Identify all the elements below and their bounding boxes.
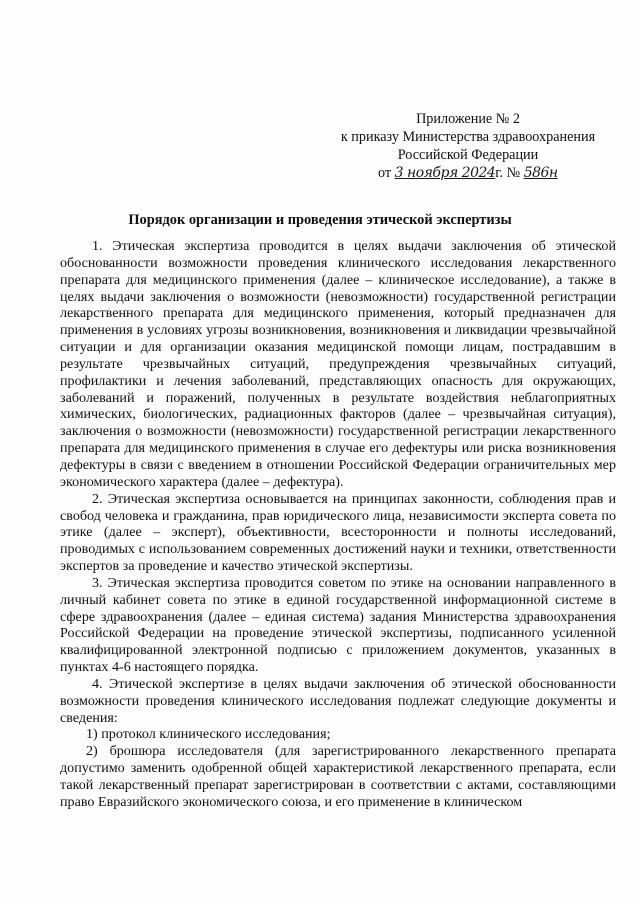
paragraph-2: 2. Этическая экспертиза основывается на принципах законности, соблюдения прав и свобод человека и гражданина, прав юридического лица, независимости эксперта совета по этике (далее – эксперт), объективности, всесторонности и полноты исследований, проводимых с использованием современных достижений науки и техники, ответственности экспертов за проведение и качество этической экспертизы. (60, 490, 616, 575)
date-prefix: от (378, 165, 392, 181)
date-number-label: г. № (495, 165, 521, 181)
document-title: Порядок организации и проведения этической экспертизы (128, 212, 512, 228)
list-item-2: 2) брошюра исследователя (для зарегистрированного лекарственного препарата допустимо заменить одобренной общей характеристикой лекарственного препарата, если такой лекарственный препарат зарегистрирован в соответствии с актами, составляющими право Евразийского экономического союза, и его применение в клиническом (60, 743, 616, 810)
paragraph-1: 1. Этическая экспертиза проводится в целях выдачи заключения об этической обоснованности возможности проведения клинического исследования лекарственного препарата для медицинского применения (далее – клиническое исследование), а также в целях выдачи заключения о возможности (невозможности) государственной регистрации лекарственного препарата для медицинского применения, который предназначен для применения в условиях угрозы возникновения, возникновения и ликвидации чрезвычайной ситуации и для организации оказания медицинской помощи лицам, пострадавшим в результате чрезвычайных ситуаций, предупреждения чрезвычайных ситуаций, профилактики и лечения заболеваний, представляющих опасность для окружающих, заболеваний и поражений, полученных в результате воздействия неблагоприятных химических, биологических, радиационных факторов (далее – чрезвычайная ситуация), заключения о возможности (невозможности) государственной регистрации лекарственного препарата для медицинского применения в случае его дефектуры или риска возникновения дефектуры в связи с введением в отношении Российской Федерации ограничительных мер экономического характера (далее – дефектура). (60, 238, 616, 490)
document-body (60, 238, 616, 811)
handwritten-date: 3 ноября 2024 (394, 165, 496, 181)
appendix-number: Приложение № 2 (416, 111, 520, 127)
paragraph-3: 3. Этическая экспертиза проводится советом по этике на основании направленного в личный кабинет совета по этике в единой государственной информационной системе в сфере здравоохранения (далее – единая система) задания Министерства здравоохранения Российской Федерации на проведение этической экспертизы, подписанного усиленной квалифицированной электронной подписью с приложением документов, указанных в пунктах 4-6 настоящего порядка. (60, 574, 616, 676)
appendix-header (318, 110, 618, 182)
handwritten-order-number: 586н (523, 165, 558, 181)
appendix-date-line (318, 164, 618, 182)
appendix-federation: Российской Федерации (397, 147, 539, 163)
paragraph-4: 4. Этической экспертизе в целях выдачи заключения об этической обоснованности возможности проведения клинического исследования подлежат следующие документы и сведения: (60, 675, 616, 726)
appendix-order-reference: к приказу Министерства здравоохранения (340, 129, 596, 145)
list-item-1: 1) протокол клинического исследования; (86, 726, 331, 743)
